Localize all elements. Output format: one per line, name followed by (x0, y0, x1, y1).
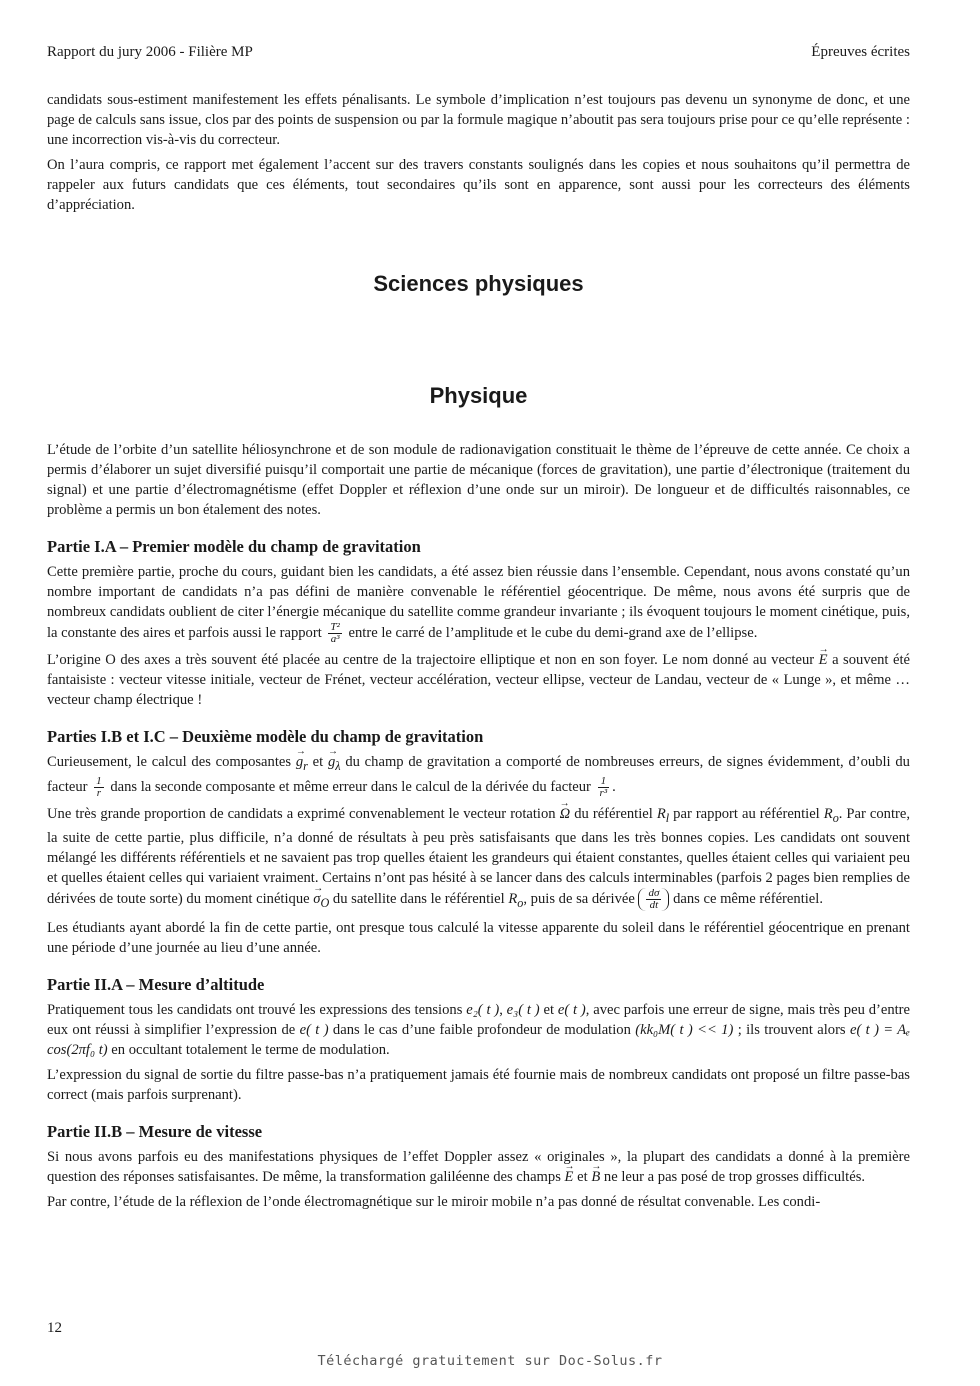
heading-parties-1b-1c: Parties I.B et I.C – Deuxième modèle du champ de gravitation (47, 727, 484, 746)
section-title-main: Sciences physiques (373, 271, 584, 296)
vector-b-field: → B (591, 1167, 600, 1187)
frame-rl: $R_l$ (656, 805, 670, 825)
heading-partie-2a: Partie II.A – Mesure d’altitude (47, 974, 265, 994)
lead-paragraph: L’étude de l’orbite d’un satellite héliosynchrone et de son module de radionavigation constituait le thème de l’épreuve de cette année. Ce choix a permis d’élaborer un sujet diversifié puisqu’il comportait une partie de mécanique (forces de gravitation), une partie d’électronique (traitement du signal) et une partie d’électromagnétisme (effet Doppler et réflexion d’une onde sur un miroir). De longueur et de difficultés raisonnables, ce problème a permis un bon étalement des notes. (47, 442, 910, 518)
s2-paragraph-2: Une très grande proportion de candidats a exprimé convenablement le vecteur rotation → Ω du référentiel $R_l$ par rapport au référentiel $R_o$. Par contre, la suite de cette partie, plus difficile, n’a donné de résultats à peu près satisfaisants que dans les très bonnes copies. Les candidats ont souvent mélangé les différents référentiels et ne savaient pas trop quelles étaient les grandeurs qui étaient constantes, quelles étaient celles qui variaient peu et quelles étaient celles qui variaient vraiment. Certains n’ont pas hésité à se lancer dans des calculs interminables (parfois 2 pages bien remplies de dérivées de toute sorte) du moment cinétique → $\sigma_O$ du satellite dans le référentiel $R_o$, puis de sa dérivée $\frac{d\sigma}{dt}$ dans ce même référentiel. (47, 804, 910, 913)
page-number: 12 (47, 1320, 62, 1336)
s4-paragraph-1: Si nous avons parfois eu des manifestations physiques de l’effet Doppler assez « originales », la plupart des candidats a donné à la première question des réponses satisfaisantes. De même, la transformation galiléenne des champs → E et → B ne leur a pas posé de trop grosses difficultés. (47, 1147, 910, 1187)
vector-e: → E (819, 650, 828, 670)
vector-omega: → Ω (560, 804, 571, 824)
frame-ro: $R_o$ (823, 805, 839, 825)
running-header (47, 44, 910, 64)
s2-paragraph-1: Curieusement, le calcul des composantes → $g_r$ et → $g_\lambda$ du champ de gravitation a comporté de nombreuses erreurs, de signes évidemment, d’oubli du facteur $\frac{1}{r}$ dans la seconde composante et même erreur dans le calcul de la dérivée du facteur $\frac{1}{\text{r³}}$ . (47, 752, 910, 799)
s1-paragraph-2: L’origine O des axes a très souvent été placée au centre de la trajectoire elliptique et non en son foyer. Le nom donné au vecteur → E a souvent été fantaisiste : vecteur vitesse initiale, vecteur de Frénet, vecteur accélération, vecteur ellipse, vecteur de Landau, vecteur de « Lunge », et même … vecteur champ électrique ! (47, 650, 910, 710)
s2-paragraph-3: Les étudiants ayant abordé la fin de cette partie, ont presque tous calculé la vitesse apparente du soleil dans le référentiel géocentrique en prenant une période d’une journée au lieu d’une année. (47, 919, 910, 956)
intro-paragraph-2: On l’aura compris, ce rapport met également l’accent sur des travers constants soulignés dans les copies et nous souhaitons qu’il permettra de rappeler aux futurs candidats que ces éléments, tout secondaires qu’ils sont en apparence, sont aussi pour les correcteurs des éléments d’appréciation. (47, 157, 910, 213)
s3-paragraph-1: Pratiquement tous les candidats ont trouvé les expressions des tensions e₂( t ), e₃( t ) et e( t ), avec parfois une erreur de signe, mais très peu d’entre eux ont réussi à simplifier l’expression de e( t ) dans le cas d’une faible profondeur de modulation (kk₀M( t ) << 1) ; ils trouvent alors e( t ) = Aₑ cos(2πf₀ t) en occultant totalement le terme de modulation. (47, 1001, 911, 1058)
intro-text (47, 90, 910, 220)
main-text (47, 440, 910, 1217)
download-footer: Téléchargé gratuitement sur Doc-Solus.fr (317, 1353, 663, 1369)
header-right: Épreuves écrites (811, 44, 910, 60)
fraction-1-r3: $\frac{1}{\text{r³}}$ (599, 774, 608, 799)
vector-sigma-o: → $\sigma_O$ (313, 889, 329, 913)
fraction-t2-a3: $\frac{\text{T²}}{\text{a³}}$ (330, 621, 340, 645)
heading-partie-2b: Partie II.B – Mesure de vitesse (47, 1121, 263, 1141)
header-left: Rapport du jury 2006 - Filière MP (47, 44, 253, 60)
section-title-sub: Physique (429, 383, 528, 408)
heading-partie-1a: Partie I.A – Premier modèle du champ de gravitation (47, 537, 421, 556)
s4-paragraph-2: Par contre, l’étude de la réflexion de l’onde électromagnétique sur le miroir mobile n’a pas donné de résultat convenable. Les condi- (47, 1193, 821, 1210)
intro-paragraph-1: candidats sous-estiment manifestement les effets pénalisants. Le symbole d’implication n’est toujours pas devenu un synonyme de donc, et une page de calculs sans issue, clos par des points de suspension ou par la formule magique n’aboutit pas sera toujours prise pour ce qu’elle représente : une incorrection vis-à-vis du correcteur. (47, 92, 910, 148)
fraction-1-r: $\frac{1}{r}$ (96, 774, 102, 799)
s3-paragraph-2: L’expression du signal de sortie du filtre passe-bas n’a pratiquement jamais été fournie mais de nombreux candidats ont proposé un filtre passe-bas correct (mais parfois surprenant). (47, 1066, 910, 1103)
derivative-dsigma-dt: $\frac{d\sigma}{dt}$ (638, 888, 669, 911)
vector-g-lambda: → $g_\lambda$ (328, 752, 341, 776)
s1-paragraph-1: Cette première partie, proche du cours, guidant bien les candidats, a été assez bien réussie dans l’ensemble. Cependant, nous avons constaté qu’un nombre important de candidats n’a pas défini de manière convenable le référentiel géocentrique. De même, nous avons été surpris que de nombreux candidats oublient de citer l’énergie mécanique du satellite comme grandeur invariante ; ils évoquent toujours le moment cinétique, puis, la constante des aires et parfois aussi le rapport $\frac{\text{T²}}{\text{a³}}$ entre le carré de l’amplitude et le cube du demi-grand axe de l’ellipse. (47, 564, 910, 645)
frame-ro-2: $R_o$ (508, 890, 524, 910)
vector-e-field: → E (565, 1167, 574, 1187)
vector-g-r: → $g_r$ (296, 752, 308, 776)
